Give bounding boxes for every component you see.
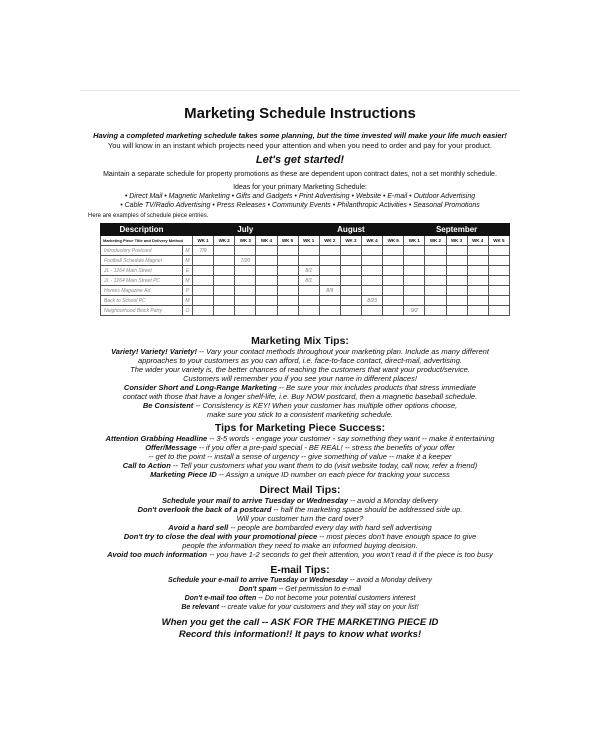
week-cell — [214, 246, 235, 256]
intro-line-2: You will know in an instant which projects need your attention and when you need to order and pay for your product. — [107, 141, 493, 150]
week-cell — [319, 296, 340, 306]
week-cell — [425, 256, 446, 266]
week-cell: 8/23 — [362, 296, 383, 306]
week-cell — [256, 256, 277, 266]
closing-line-2: Record this information!! It pays to know what works! — [178, 629, 422, 640]
direct-mail-line-1: Schedule your mail to arrive Tuesday or Wednesday -- avoid a Monday delivery — [161, 496, 439, 505]
week-cell — [256, 296, 277, 306]
direct-mail-line-3: Will your customer turn the card over? — [236, 514, 364, 523]
row-delivery-code: M — [183, 256, 193, 266]
week-header: WK 2 — [425, 236, 446, 246]
week-header: WK 3 — [340, 236, 361, 246]
week-header: WK 4 — [467, 236, 488, 246]
week-cell: 8/1 — [298, 266, 319, 276]
week-cell — [383, 296, 404, 306]
top-divider — [80, 90, 520, 91]
week-cell — [488, 256, 509, 266]
week-cell — [362, 306, 383, 316]
week-header-row — [101, 236, 510, 246]
ideas-heading: Ideas for your primary Marketing Schedule: — [233, 184, 367, 191]
week-header: WK 5 — [383, 236, 404, 246]
week-cell — [193, 296, 214, 306]
week-cell — [319, 266, 340, 276]
table-row — [101, 296, 510, 306]
week-header: WK 2 — [319, 236, 340, 246]
week-cell — [383, 266, 404, 276]
week-cell — [256, 286, 277, 296]
month-september: September — [404, 224, 510, 236]
row-description: Back to School PC — [101, 296, 183, 306]
table-row — [101, 256, 510, 266]
row-delivery-code: M — [183, 296, 193, 306]
row-delivery-code: M — [183, 246, 193, 256]
week-cell — [446, 256, 467, 266]
table-row — [101, 266, 510, 276]
week-cell: 7/9 — [193, 246, 214, 256]
page-title: Marketing Schedule Instructions — [184, 105, 416, 122]
row-description: Introductory Postcard — [101, 246, 183, 256]
ideas-line-1: • Direct Mail • Magnetic Marketing • Gifts and Gadgets • Print Advertising • Website • E-mail • Outdoor Advertising — [124, 193, 476, 200]
week-cell — [256, 266, 277, 276]
week-cell — [235, 306, 256, 316]
maintain-note: Maintain a separate schedule for property promotions as these are dependent upon contract dates, not a set monthly schedule. — [103, 171, 497, 178]
week-cell — [488, 296, 509, 306]
week-cell — [488, 286, 509, 296]
week-cell — [256, 306, 277, 316]
week-cell — [404, 276, 425, 286]
week-cell — [404, 266, 425, 276]
week-cell — [319, 246, 340, 256]
week-cell — [277, 296, 298, 306]
row-description: JL - 1264 Main Street PC — [101, 276, 183, 286]
week-cell — [425, 276, 446, 286]
success-line-2: Offer/Message -- if you offer a pre-paid special - BE REAL! -- stress the benefits of your offer — [145, 443, 455, 452]
week-cell — [193, 266, 214, 276]
week-cell — [340, 286, 361, 296]
week-cell — [383, 306, 404, 316]
week-cell — [446, 296, 467, 306]
week-cell — [277, 256, 298, 266]
month-august: August — [298, 224, 404, 236]
email-line-2: Don't spam -- Get permission to e-mail — [238, 586, 362, 593]
week-cell — [362, 286, 383, 296]
intro-line-1: Having a completed marketing schedule takes some planning, but the time invested will make your life much easier! — [93, 131, 507, 140]
table-row — [101, 246, 510, 256]
email-line-4: Be relevant -- create value for your customers and they will stay on your list! — [181, 604, 419, 611]
row-delivery-code: O — [183, 306, 193, 316]
mix-p2-line1: Consider Short and Long-Range Marketing -- Be sure your mix includes products that stress immediate — [123, 383, 477, 392]
direct-mail-line-7: Avoid too much information -- you have 1-2 seconds to get their attention, you won't read it if the piece is too busy — [107, 550, 493, 559]
week-cell — [488, 246, 509, 256]
week-cell — [340, 276, 361, 286]
week-cell — [235, 246, 256, 256]
week-cell — [467, 286, 488, 296]
week-cell — [383, 286, 404, 296]
week-cell — [298, 306, 319, 316]
week-cell — [277, 276, 298, 286]
week-cell — [298, 286, 319, 296]
direct-mail-line-5: Don't try to close the deal with your promotional piece -- most pieces don't have enough space to give — [123, 532, 477, 541]
mix-p2-line2: contact with those that have a longer shelf-life, i.e. Buy NOW postcard, then a magnetic baseball schedule. — [122, 392, 478, 401]
success-line-4: Call to Action -- Tell your customers what you want them to do (visit website today, call now, refer a friend) — [122, 461, 478, 470]
mix-p1-line1: Variety! Variety! Variety! -- Vary your contact methods throughout your marketing plan. Include as many different — [111, 347, 489, 356]
week-cell — [235, 276, 256, 286]
week-cell — [383, 246, 404, 256]
mix-p3-line1: Be Consistent -- Consistency is KEY! When your customer has multiple other options choose, — [142, 401, 458, 410]
week-cell — [340, 266, 361, 276]
row-description: Football Schedule Magnet — [101, 256, 183, 266]
week-header: WK 1 — [298, 236, 319, 246]
week-cell — [446, 266, 467, 276]
week-cell — [214, 266, 235, 276]
week-cell — [446, 276, 467, 286]
week-header: WK 3 — [235, 236, 256, 246]
table-row — [101, 286, 510, 296]
week-cell — [193, 306, 214, 316]
email-line-1: Schedule your e-mail to arrive Tuesday or Wednesday -- avoid a Monday delivery — [168, 577, 432, 584]
week-cell — [340, 256, 361, 266]
week-cell: 8/9 — [319, 286, 340, 296]
success-line-3: -- get to the point -- install a sense of urgency -- give something of value -- make it a keeper — [148, 452, 452, 461]
direct-mail-line-6: people the information they need to make an informed buying decision. — [182, 541, 418, 550]
direct-mail-heading: Direct Mail Tips: — [259, 484, 341, 496]
month-header-row — [101, 224, 510, 236]
row-delivery-code: E — [183, 266, 193, 276]
schedule-table — [100, 223, 510, 316]
mix-p1-line4: Customers will remember you if you see your name in different places! — [183, 374, 417, 383]
mix-p3-line2: make sure you stick to a consistent marketing schedule. — [207, 410, 393, 419]
week-cell — [235, 286, 256, 296]
week-cell — [298, 296, 319, 306]
email-line-3: Don't e-mail too often -- Do not become your potential customers interest — [184, 595, 416, 602]
week-cell — [277, 306, 298, 316]
week-cell — [404, 256, 425, 266]
direct-mail-line-4: Avoid a hard sell -- people are bombarded every day with hard sell advertising — [168, 523, 432, 532]
week-cell — [425, 246, 446, 256]
description-header: Description — [101, 224, 183, 236]
week-cell — [404, 286, 425, 296]
description-subheader: Marketing Piece Title and Delivery Method — [101, 236, 193, 246]
table-row — [101, 276, 510, 286]
week-cell — [467, 256, 488, 266]
row-delivery-code: P — [183, 286, 193, 296]
week-cell — [362, 256, 383, 266]
week-cell — [383, 256, 404, 266]
week-cell — [256, 246, 277, 256]
week-cell — [235, 296, 256, 306]
week-cell — [446, 306, 467, 316]
week-cell — [467, 266, 488, 276]
week-cell — [298, 256, 319, 266]
closing-line-1: When you get the call -- ASK FOR THE MARKETING PIECE ID — [161, 617, 439, 628]
week-cell — [404, 296, 425, 306]
row-description: JL - 1264 Main Street — [101, 266, 183, 276]
week-header: WK 3 — [446, 236, 467, 246]
week-cell — [340, 306, 361, 316]
week-cell — [298, 246, 319, 256]
month-july: July — [193, 224, 299, 236]
week-header: WK 1 — [404, 236, 425, 246]
week-header: WK 4 — [256, 236, 277, 246]
week-cell — [467, 306, 488, 316]
week-cell — [404, 246, 425, 256]
week-cell — [467, 296, 488, 306]
week-cell — [214, 286, 235, 296]
marketing-mix-heading: Marketing Mix Tips: — [251, 335, 349, 347]
week-cell: 9/2 — [404, 306, 425, 316]
week-cell — [488, 266, 509, 276]
piece-success-heading: Tips for Marketing Piece Success: — [214, 422, 386, 434]
week-cell — [362, 276, 383, 286]
week-cell — [488, 306, 509, 316]
get-started-heading: Let's get started! — [255, 154, 345, 166]
email-heading: E-mail Tips: — [270, 564, 330, 576]
week-cell — [340, 296, 361, 306]
mix-p1-line3: The wider your variety is, the better chances of reaching the customers that want your product/service. — [130, 365, 470, 374]
week-cell — [362, 246, 383, 256]
week-cell — [446, 286, 467, 296]
week-cell — [214, 256, 235, 266]
row-delivery-code: M — [183, 276, 193, 286]
week-cell — [467, 276, 488, 286]
success-line-1: Attention Grabbing Headline -- 3-5 words - engage your customer - say something they want -- make it entertaining — [105, 434, 495, 443]
row-description: Homes Magazine Ad — [101, 286, 183, 296]
direct-mail-line-2: Don't overlook the back of a postcard -- half the marketing space should be addressed side up. — [137, 505, 463, 514]
week-header: WK 1 — [193, 236, 214, 246]
schedule-body — [101, 246, 510, 316]
week-cell — [235, 266, 256, 276]
week-cell — [362, 266, 383, 276]
week-cell — [214, 306, 235, 316]
week-cell: 8/1 — [298, 276, 319, 286]
success-line-5: Marketing Piece ID -- Assign a unique ID number on each piece for tracking your success — [150, 470, 450, 479]
mix-p1-line2: approaches to your customers as you can afford, i.e. face-to-face contact, direct-mail, advertising. — [138, 356, 462, 365]
row-description: Neighborhood Block Party — [101, 306, 183, 316]
week-cell — [256, 276, 277, 286]
week-cell — [193, 286, 214, 296]
week-cell — [319, 306, 340, 316]
week-header: WK 5 — [488, 236, 509, 246]
week-cell — [319, 256, 340, 266]
week-cell — [319, 276, 340, 286]
week-cell — [488, 276, 509, 286]
week-cell — [193, 256, 214, 266]
week-cell: 7/20 — [235, 256, 256, 266]
week-cell — [277, 246, 298, 256]
week-cell — [214, 296, 235, 306]
week-cell — [340, 246, 361, 256]
week-cell — [425, 286, 446, 296]
week-header: WK 5 — [277, 236, 298, 246]
ideas-line-2: • Cable TV/Radio Advertising • Press Releases • Community Events • Philanthropic Activities • Seasonal Promotions — [120, 202, 480, 209]
week-cell — [277, 266, 298, 276]
week-cell — [425, 296, 446, 306]
week-cell — [446, 246, 467, 256]
week-cell — [467, 246, 488, 256]
week-header: WK 4 — [362, 236, 383, 246]
examples-note: Here are examples of schedule piece entries. — [88, 213, 209, 219]
week-cell — [425, 306, 446, 316]
week-cell — [193, 276, 214, 286]
week-cell — [425, 266, 446, 276]
week-cell — [214, 276, 235, 286]
week-cell — [383, 276, 404, 286]
week-header: WK 2 — [214, 236, 235, 246]
week-cell — [277, 286, 298, 296]
table-row — [101, 306, 510, 316]
